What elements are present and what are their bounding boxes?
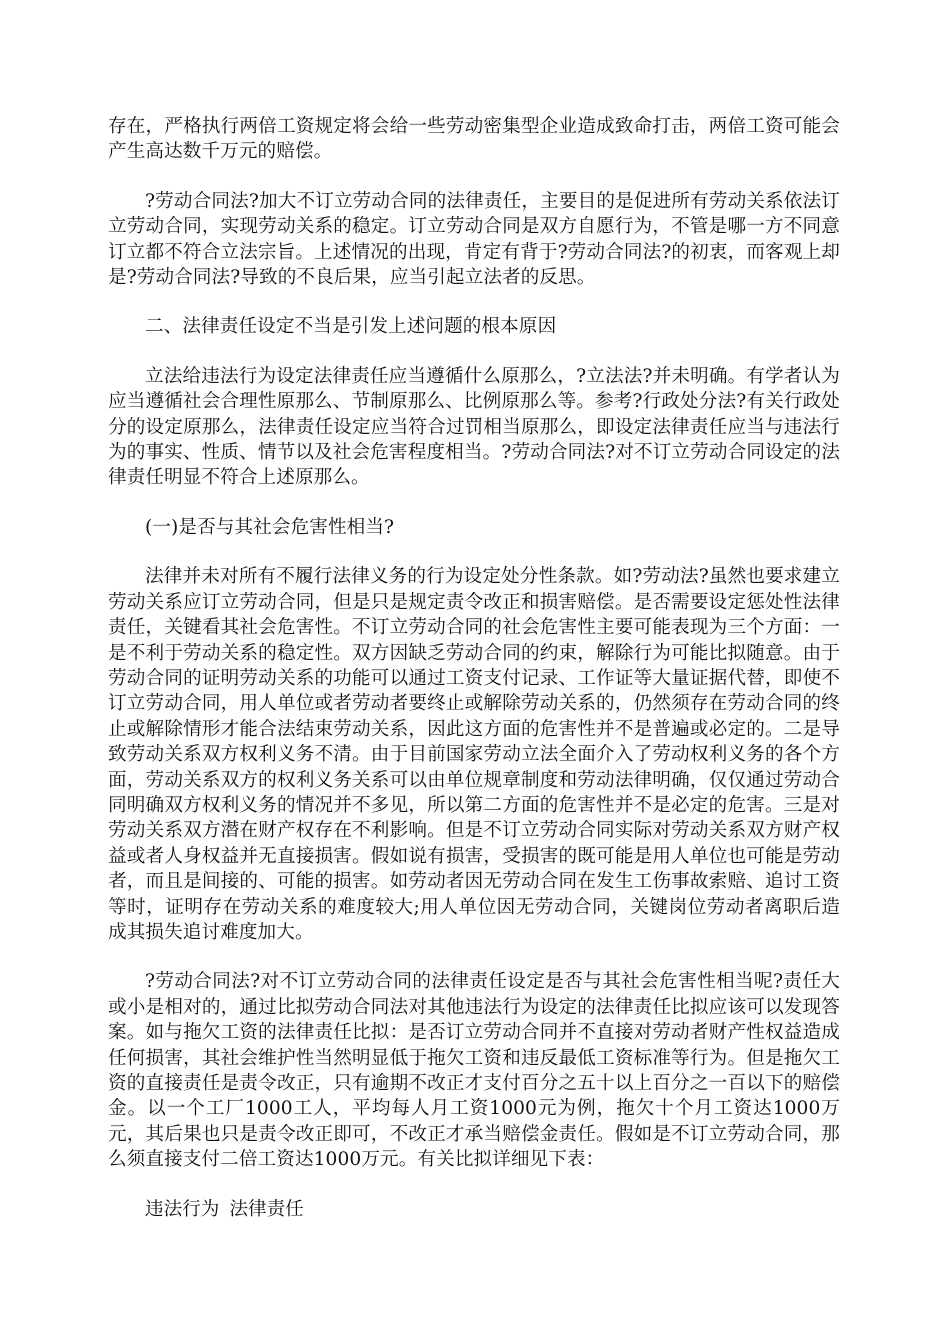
document-page xyxy=(108,114,840,1222)
table-header-violation: 违法行为 xyxy=(145,1198,220,1220)
paragraph-continuation: 存在，严格执行两倍工资规定将会给一些劳动密集型企业造成致命打击，两倍工资可能会产生高达数千万元的赔偿。 xyxy=(108,116,840,163)
paragraph: ?劳动合同法?对不订立劳动合同的法律责任设定是否与其社会危害性相当呢?责任大或小是相对的，通过比拟劳动合同法对其他违法行为设定的法律责任比拟应该可以发现答案。如与拖欠工资的法律责任比拟：是否订立劳动合同并不直接对劳动者财产性权益造成任何损害，其社会维护性当然明显低于拖欠工资和违反最低工资标准等行为。但是拖欠工资的直接责任是责令改正，只有逾期不改正才支付百分之五十以上百分之一百以下的赔偿金。以一个工厂1000工人，平均每人月工资1000元为例，拖欠十个月工资达1000万元，其后果也只是责令改正即可，不改正才承当赔偿金责任。假如是不订立劳动合同，那么须直接支付二倍工资达1000万元。有关比拟详细见下表： xyxy=(108,971,840,1171)
section-heading: 二、法律责任设定不当是引发上述问题的根本原因 xyxy=(145,316,557,338)
table-header-row xyxy=(108,1197,840,1222)
paragraph: 法律并未对所有不履行法律义务的行为设定处分性条款。如?劳动法?虽然也要求建立劳动关系应订立劳动合同，但是只是规定责令改正和损害赔偿。是否需要设定惩处性法律责任，关键看其社会危害性。不订立劳动合同的社会危害性主要可能表现为三个方面：一是不利于劳动关系的稳定性。双方因缺乏劳动合同的约束，解除行为可能比拟随意。由于劳动合同的证明劳动关系的功能可以通过工资支付记录、工作证等大量证据代替，即使不订立劳动合同，用人单位或者劳动者要终止或解除劳动关系的，仍然须存在劳动合同的终止或解除情形才能合法结束劳动关系，因此这方面的危害性并不是普遍或必定的。二是导致劳动关系双方权利义务不清。由于目前国家劳动立法全面介入了劳动权利义务的各个方面，劳动关系双方的权利义务关系可以由单位规章制度和劳动法律明确，仅仅通过劳动合同明确双方权利义务的情况并不多见，所以第二方面的危害性并不是必定的危害。三是对劳动关系双方潜在财产权存在不利影响。但是不订立劳动合同实际对劳动关系双方财产权益或者人身权益并无直接损害。假如说有损害，受损害的既可能是用人单位也可能是劳动者，而且是间接的、可能的损害。如劳动者因无劳动合同在发生工伤事故索赔、追讨工资等时，证明存在劳动关系的难度较大;用人单位因无劳动合同，关键岗位劳动者离职后造成其损失追讨难度加大。 xyxy=(108,566,840,943)
table-header-liability: 法律责任 xyxy=(229,1198,304,1220)
subsection-heading: (一)是否与其社会危害性相当? xyxy=(145,516,395,538)
paragraph: ?劳动合同法?加大不订立劳动合同的法律责任，主要目的是促进所有劳动关系依法订立劳动合同，实现劳动关系的稳定。订立劳动合同是双方自愿行为，不管是哪一方不同意订立都不符合立法宗旨。上述情况的出现，肯定有背于?劳动合同法?的初衷，而客观上却是?劳动合同法?导致的不良后果，应当引起立法者的反思。 xyxy=(108,190,840,289)
paragraph: 立法给违法行为设定法律责任应当遵循什么原那么，?立法法?并未明确。有学者认为应当遵循社会合理性原那么、节制原那么、比例原那么等。参考?行政处分法?有关行政处分的设定原那么，法律责任设定应当符合过罚相当原那么，即设定法律责任应当与违法行为的事实、性质、情节以及社会危害程度相当。?劳动合同法?对不订立劳动合同设定的法律责任明显不符合上述原那么。 xyxy=(108,365,840,489)
